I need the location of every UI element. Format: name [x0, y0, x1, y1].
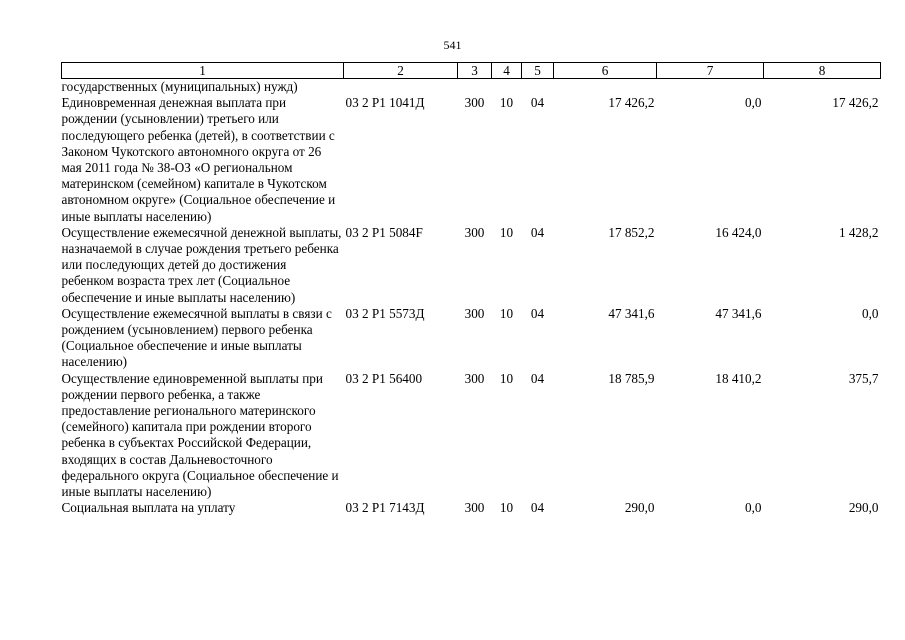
budget-table [61, 62, 881, 516]
row-value-7: 0,0 [745, 95, 762, 111]
row-col3 [458, 79, 492, 96]
row-code: 03 2 Р1 1041Д [345, 95, 425, 111]
row-value-7: 47 341,6 [715, 305, 762, 321]
row-code [344, 79, 458, 96]
row-col4: 10 [499, 370, 514, 386]
row-col4: 10 [499, 224, 514, 240]
row-name: Осуществление ежемесячной выплаты в связи с рождением (усыновлением) первого ребенка (Социальное обеспечение и иные выплаты населению) [61, 305, 332, 370]
row-value-8: 375,7 [848, 370, 879, 386]
table-row [62, 95, 881, 225]
row-col3: 300 [464, 500, 485, 516]
row-col4: 10 [499, 500, 514, 516]
row-value-8 [764, 79, 881, 96]
row-value-7: 16 424,0 [715, 224, 762, 240]
row-value-6: 18 785,9 [608, 370, 655, 386]
row-col5: 04 [530, 500, 545, 516]
page-number: 541 [443, 38, 462, 52]
header-col-8: 8 [764, 63, 881, 79]
row-value-8: 0,0 [862, 305, 879, 321]
row-code: 03 2 Р1 5573Д [345, 305, 425, 321]
header-col-7: 7 [657, 63, 764, 79]
row-value-8: 1 428,2 [838, 224, 879, 240]
row-col5: 04 [530, 305, 545, 321]
row-col5 [522, 79, 554, 96]
row-value-6: 47 341,6 [608, 305, 655, 321]
table-header [62, 63, 881, 79]
row-col4 [492, 79, 522, 96]
header-col-6: 6 [554, 63, 657, 79]
row-code: 03 2 Р1 5084F [345, 224, 423, 240]
header-row [62, 63, 881, 79]
row-name: Осуществление ежемесячной денежной выплаты, назначаемой в случае рождения третьего ребенка или последующих детей до достижения ребенком возраста трех лет (Социальное обеспечение и иные выплаты населению) [61, 224, 342, 305]
row-name: Единовременная денежная выплата при рождении (усыновлении) третьего или последующего ребенка (детей), в соответствии с Законом Чукотского автономного округа от 26 мая 2011 года № 38-ОЗ «О региональном материнском (семейном) капитале в Чукотском автономном округе» (Социальное обеспечение и иные выплаты населению) [61, 95, 336, 224]
row-value-6 [554, 79, 657, 96]
row-name: Социальная выплата на уплату [61, 500, 236, 516]
row-col5: 04 [530, 95, 545, 111]
row-col5: 04 [530, 224, 545, 240]
row-value-7 [657, 79, 764, 96]
row-value-8: 17 426,2 [832, 95, 879, 111]
table-row [62, 306, 881, 371]
table-row [62, 225, 881, 306]
table-row [62, 371, 881, 501]
row-col5: 04 [530, 370, 545, 386]
row-name: государственных (муниципальных) нужд) [61, 79, 298, 94]
header-col-3: 3 [458, 63, 492, 79]
row-col3: 300 [464, 370, 485, 386]
row-col4: 10 [499, 95, 514, 111]
row-col4: 10 [499, 305, 514, 321]
table-row [62, 500, 881, 516]
header-col-1: 1 [62, 63, 344, 79]
row-col3: 300 [464, 224, 485, 240]
row-col3: 300 [464, 95, 485, 111]
row-value-7: 0,0 [745, 500, 762, 516]
row-name: Осуществление единовременной выплаты при рождении первого ребенка, а также предоставление регионального материнского (семейного) капитала при рождении второго ребенка в субъектах Российской Федерации, входящих в состав Дальневосточного федерального округа (Социальное обеспечение и иные выплаты населению) [61, 370, 339, 500]
row-value-7: 18 410,2 [715, 370, 762, 386]
header-col-5: 5 [522, 63, 554, 79]
row-value-8: 290,0 [848, 500, 879, 516]
row-value-6: 290,0 [624, 500, 655, 516]
row-col3: 300 [464, 305, 485, 321]
row-value-6: 17 852,2 [608, 224, 655, 240]
row-code: 03 2 Р1 7143Д [345, 500, 425, 516]
header-col-4: 4 [492, 63, 522, 79]
header-col-2: 2 [344, 63, 458, 79]
table-body [62, 79, 881, 517]
row-code: 03 2 Р1 56400 [345, 370, 423, 386]
row-value-6: 17 426,2 [608, 95, 655, 111]
table-row [62, 79, 881, 96]
